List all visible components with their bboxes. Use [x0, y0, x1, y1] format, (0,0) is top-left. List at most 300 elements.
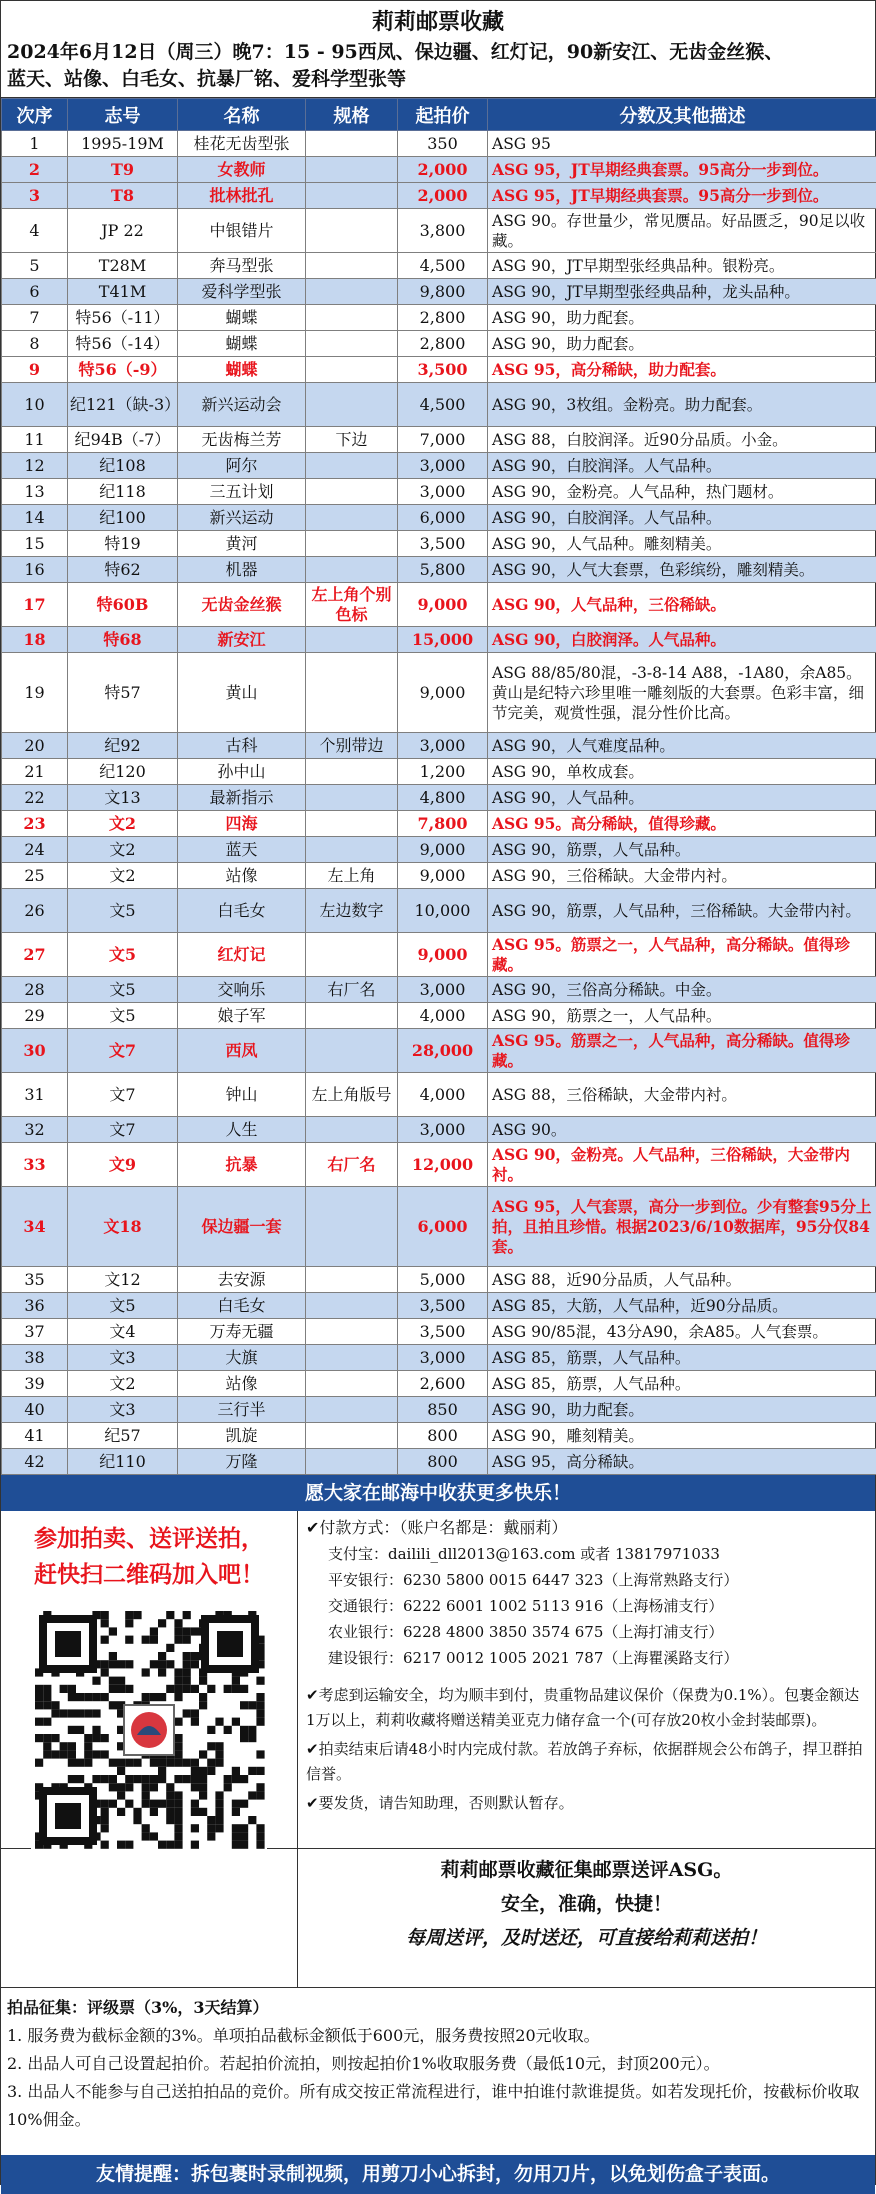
lot-price: 3,000: [398, 1345, 488, 1371]
asg-section: [1, 1849, 875, 1988]
lot-desc: ASG 90，JT早期型张经典品种。银粉亮。: [488, 253, 876, 279]
lot-name: 无齿金丝猴: [178, 583, 306, 627]
lot-desc: ASG 90，白胶润泽。人气品种。: [488, 627, 876, 653]
lot-price: 4,000: [398, 1073, 488, 1117]
lot-name: 保边疆一套: [178, 1187, 306, 1267]
lot-price: 10,000: [398, 889, 488, 933]
lot-spec: [306, 1345, 398, 1371]
table-row: [2, 889, 876, 933]
table-row: [2, 1003, 876, 1029]
lot-code: 纪57: [68, 1423, 178, 1449]
asg-line-3: 每周送评，及时送还，可直接给莉莉送拍！: [298, 1921, 875, 1955]
lot-code: 文2: [68, 863, 178, 889]
lot-code: 文3: [68, 1345, 178, 1371]
lot-code: 纪100: [68, 505, 178, 531]
lot-price: 3,000: [398, 733, 488, 759]
lot-no: 42: [2, 1449, 68, 1475]
lot-name: 大旗: [178, 1345, 306, 1371]
lot-no: 37: [2, 1319, 68, 1345]
lot-no: 24: [2, 837, 68, 863]
table-row: [2, 453, 876, 479]
lot-price: 3,500: [398, 357, 488, 383]
lot-name: 古科: [178, 733, 306, 759]
lot-code: 文18: [68, 1187, 178, 1267]
lot-price: 3,800: [398, 209, 488, 253]
lot-name: 人生: [178, 1117, 306, 1143]
lot-no: 33: [2, 1143, 68, 1187]
lot-no: 15: [2, 531, 68, 557]
lot-price: 7,800: [398, 811, 488, 837]
consignment-terms: [1, 1988, 875, 2155]
lot-desc: ASG 95: [488, 131, 876, 157]
lot-name: 爱科学型张: [178, 279, 306, 305]
lot-spec: 左上角: [306, 863, 398, 889]
lot-price: 3,000: [398, 479, 488, 505]
lot-code: 纪94B（-7）: [68, 427, 178, 453]
lot-spec: [306, 557, 398, 583]
terms-item-3: 3. 出品人不能参与自己送拍拍品的竞价。所有成交按正常流程进行，谁中拍谁付款谁提货。如若发现托价，按截标价收取10%佣金。: [7, 2078, 869, 2134]
payment-deadline-note: ✔拍卖结束后请48小时内完成付款。若放鸽子弃标，依据群规会公布鸽子，捍卫群拍信誉。: [306, 1737, 867, 1787]
lot-name: 蝴蝶: [178, 305, 306, 331]
lot-price: 2,600: [398, 1371, 488, 1397]
lot-code: 文9: [68, 1143, 178, 1187]
lot-name: 批林批孔: [178, 183, 306, 209]
lot-desc: ASG 90，筋票，人气品种。: [488, 837, 876, 863]
lot-code: 特62: [68, 557, 178, 583]
lot-desc: ASG 85，筋票，人气品种。: [488, 1345, 876, 1371]
lot-code: 文12: [68, 1267, 178, 1293]
lot-spec: [306, 383, 398, 427]
lot-spec: [306, 453, 398, 479]
lot-name: 万隆: [178, 1449, 306, 1475]
lot-desc: ASG 95，JT早期经典套票。95高分一步到位。: [488, 157, 876, 183]
table-row: [2, 157, 876, 183]
lot-desc: ASG 95，高分稀缺，助力配套。: [488, 357, 876, 383]
lot-price: 28,000: [398, 1029, 488, 1073]
lots-table: [1, 98, 876, 1475]
lot-price: 850: [398, 1397, 488, 1423]
lot-spec: [306, 1449, 398, 1475]
asg-line-1: 莉莉邮票收藏征集邮票送评ASG。: [298, 1853, 875, 1887]
lot-price: 2,800: [398, 331, 488, 357]
lot-spec: [306, 811, 398, 837]
lot-code: 特56（-9）: [68, 357, 178, 383]
lot-desc: ASG 95，JT早期经典套票。95高分一步到位。: [488, 183, 876, 209]
page-header: [1, 1, 875, 98]
lot-no: 39: [2, 1371, 68, 1397]
table-row: [2, 253, 876, 279]
table-row: [2, 531, 876, 557]
lot-no: 34: [2, 1187, 68, 1267]
lot-price: 9,000: [398, 933, 488, 977]
lot-name: 抗暴: [178, 1143, 306, 1187]
lot-spec: [306, 157, 398, 183]
lot-price: 800: [398, 1423, 488, 1449]
lot-code: 文2: [68, 837, 178, 863]
lot-spec: [306, 785, 398, 811]
lot-price: 3,000: [398, 1117, 488, 1143]
lot-code: 特68: [68, 627, 178, 653]
promo-line-2: 赶快扫二维码加入吧！: [1, 1557, 297, 1593]
lot-no: 35: [2, 1267, 68, 1293]
lot-desc: ASG 90，助力配套。: [488, 1397, 876, 1423]
lot-spec: [306, 505, 398, 531]
lot-no: 19: [2, 653, 68, 733]
lot-name: 黄河: [178, 531, 306, 557]
lot-code: T28M: [68, 253, 178, 279]
lot-spec: [306, 1117, 398, 1143]
col-header-price: 起拍价: [398, 99, 488, 131]
table-row: [2, 863, 876, 889]
lot-code: 文7: [68, 1117, 178, 1143]
table-row: [2, 933, 876, 977]
table-row: [2, 1371, 876, 1397]
col-header-no: 次序: [2, 99, 68, 131]
lot-code: JP 22: [68, 209, 178, 253]
lot-no: 32: [2, 1117, 68, 1143]
asg-info: [298, 1849, 875, 1987]
lot-price: 9,000: [398, 837, 488, 863]
lot-code: 纪110: [68, 1449, 178, 1475]
lot-name: 无齿梅兰芳: [178, 427, 306, 453]
lot-no: 14: [2, 505, 68, 531]
asg-left-blank: [1, 1849, 298, 1987]
lot-spec: [306, 183, 398, 209]
lot-no: 21: [2, 759, 68, 785]
table-row: [2, 653, 876, 733]
lot-spec: [306, 1397, 398, 1423]
lot-desc: ASG 90，人气品种，三俗稀缺。: [488, 583, 876, 627]
bank-account-bocom: 交通银行：6222 6001 1002 5113 916（上海杨浦支行）: [306, 1593, 867, 1619]
lot-name: 新安江: [178, 627, 306, 653]
lot-no: 12: [2, 453, 68, 479]
lot-no: 41: [2, 1423, 68, 1449]
table-row: [2, 305, 876, 331]
lot-code: 文2: [68, 811, 178, 837]
lot-code: 文3: [68, 1397, 178, 1423]
lot-desc: ASG 90，白胶润泽。人气品种。: [488, 453, 876, 479]
lot-no: 7: [2, 305, 68, 331]
lots-body: [2, 131, 876, 1475]
lot-name: 蝴蝶: [178, 357, 306, 383]
lot-spec: 右厂名: [306, 977, 398, 1003]
lot-code: 文7: [68, 1073, 178, 1117]
lot-name: 机器: [178, 557, 306, 583]
lot-desc: ASG 95。高分稀缺，值得珍藏。: [488, 811, 876, 837]
lot-spec: [306, 479, 398, 505]
lot-desc: ASG 90，白胶润泽。人气品种。: [488, 505, 876, 531]
page-title: 莉莉邮票收藏: [1, 1, 875, 39]
lot-price: 3,500: [398, 531, 488, 557]
auction-subtitle-1: 2024年6月12日（周三）晚7：15 - 95西凤、保边疆、红灯记，90新安江、无齿金丝猴、: [1, 39, 875, 66]
lot-spec: [306, 1187, 398, 1267]
lot-no: 10: [2, 383, 68, 427]
lot-no: 6: [2, 279, 68, 305]
lot-price: 3,000: [398, 977, 488, 1003]
footer-reminder: 友情提醒：拆包裹时录制视频，用剪刀小心拆封，勿用刀片，以免划伤盒子表面。: [1, 2155, 875, 2194]
lot-price: 5,000: [398, 1267, 488, 1293]
lot-name: 新兴运动会: [178, 383, 306, 427]
lot-spec: [306, 933, 398, 977]
lot-desc: ASG 90，助力配套。: [488, 331, 876, 357]
table-row: [2, 357, 876, 383]
table-row: [2, 1187, 876, 1267]
lot-spec: [306, 1319, 398, 1345]
payment-info: [298, 1511, 875, 1848]
lot-spec: 个别带边: [306, 733, 398, 759]
lot-name: 新兴运动: [178, 505, 306, 531]
table-row: [2, 977, 876, 1003]
lot-desc: ASG 90，JT早期型张经典品种，龙头品种。: [488, 279, 876, 305]
lot-spec: [306, 331, 398, 357]
lot-code: 文5: [68, 1003, 178, 1029]
lot-code: 文5: [68, 977, 178, 1003]
table-header-row: [2, 99, 876, 131]
table-row: [2, 785, 876, 811]
lot-code: 文5: [68, 933, 178, 977]
lot-desc: ASG 90，人气大套票，色彩缤纷，雕刻精美。: [488, 557, 876, 583]
lot-price: 350: [398, 131, 488, 157]
lot-price: 9,000: [398, 653, 488, 733]
terms-item-2: 2. 出品人可自己设置起拍价。若起拍价流拍，则按起拍价1%收取服务费（最低10元，封顶200元）。: [7, 2050, 869, 2078]
col-header-code: 志号: [68, 99, 178, 131]
table-row: [2, 759, 876, 785]
lot-code: 纪108: [68, 453, 178, 479]
asg-line-2: 安全，准确，快捷！: [298, 1887, 875, 1921]
lot-name: 黄山: [178, 653, 306, 733]
lot-price: 12,000: [398, 1143, 488, 1187]
lot-price: 4,500: [398, 253, 488, 279]
table-row: [2, 627, 876, 653]
table-row: [2, 557, 876, 583]
col-header-name: 名称: [178, 99, 306, 131]
lot-desc: ASG 90，筋票，人气品种，三俗稀缺。大金带内衬。: [488, 889, 876, 933]
table-row: [2, 1029, 876, 1073]
lot-name: 万寿无疆: [178, 1319, 306, 1345]
lot-name: 娘子军: [178, 1003, 306, 1029]
lot-name: 中银错片: [178, 209, 306, 253]
table-row: [2, 1143, 876, 1187]
lot-desc: ASG 90，助力配套。: [488, 305, 876, 331]
lot-desc: ASG 95。筋票之一，人气品种，高分稀缺。值得珍藏。: [488, 1029, 876, 1073]
delivery-note: ✔要发货，请告知助理，否则默认暂存。: [306, 1791, 867, 1816]
lot-desc: ASG 95，人气套票，高分一步到位。少有整套95分上拍，且拍且珍惜。根据2023/6/10数据库，95分仅84套。: [488, 1187, 876, 1267]
lot-price: 4,800: [398, 785, 488, 811]
lot-code: 纪118: [68, 479, 178, 505]
lot-no: 16: [2, 557, 68, 583]
lot-price: 800: [398, 1449, 488, 1475]
lot-spec: [306, 759, 398, 785]
lot-no: 1: [2, 131, 68, 157]
lot-code: 1995-19M: [68, 131, 178, 157]
bank-account-abc: 农业银行：6228 4800 3850 3574 675（上海打浦支行）: [306, 1619, 867, 1645]
lot-no: 38: [2, 1345, 68, 1371]
lot-no: 13: [2, 479, 68, 505]
lot-name: 蓝天: [178, 837, 306, 863]
lot-name: 交响乐: [178, 977, 306, 1003]
lot-name: 站像: [178, 1371, 306, 1397]
payment-title: ✔付款方式：（账户名都是：戴丽莉）: [306, 1515, 867, 1541]
lot-no: 8: [2, 331, 68, 357]
lot-desc: ASG 90。存世量少，常见赝品。好品匮乏，90足以收藏。: [488, 209, 876, 253]
lot-name: 孙中山: [178, 759, 306, 785]
lot-spec: [306, 627, 398, 653]
lot-price: 3,500: [398, 1293, 488, 1319]
table-row: [2, 1073, 876, 1117]
lot-spec: [306, 653, 398, 733]
lot-code: 特56（-14）: [68, 331, 178, 357]
shipping-note: ✔考虑到运输安全，均为顺丰到付，贵重物品建议保价（保费为0.1%）。包裹金额达1万以上，莉莉收藏将赠送精美亚克力储存盒一个(可存放20枚小金封装邮票)。: [306, 1683, 867, 1733]
lot-code: T41M: [68, 279, 178, 305]
lot-desc: ASG 90，筋票之一，人气品种。: [488, 1003, 876, 1029]
lot-spec: [306, 1293, 398, 1319]
terms-title: 拍品征集：评级票（3%，3天结算）: [7, 1994, 869, 2022]
lot-spec: [306, 837, 398, 863]
lot-desc: ASG 90，人气品种。: [488, 785, 876, 811]
terms-item-1: 1. 服务费为截标金额的3%。单项拍品截标金额低于600元，服务费按照20元收取。: [7, 2022, 869, 2050]
lot-desc: ASG 85，大筋，人气品种，近90分品质。: [488, 1293, 876, 1319]
lot-name: 红灯记: [178, 933, 306, 977]
lot-name: 三行半: [178, 1397, 306, 1423]
lot-code: 特57: [68, 653, 178, 733]
table-row: [2, 1345, 876, 1371]
lot-spec: [306, 279, 398, 305]
lot-price: 3,500: [398, 1319, 488, 1345]
lot-code: 文13: [68, 785, 178, 811]
lot-desc: ASG 90，3枚组。金粉亮。助力配套。: [488, 383, 876, 427]
table-row: [2, 427, 876, 453]
lot-spec: 左上角个别色标: [306, 583, 398, 627]
lot-no: 40: [2, 1397, 68, 1423]
payment-section: [1, 1511, 875, 1849]
lot-no: 22: [2, 785, 68, 811]
lot-code: 文7: [68, 1029, 178, 1073]
lot-no: 25: [2, 863, 68, 889]
lot-name: 最新指示: [178, 785, 306, 811]
table-row: [2, 183, 876, 209]
lot-name: 女教师: [178, 157, 306, 183]
lot-price: 3,000: [398, 453, 488, 479]
lot-name: 蝴蝶: [178, 331, 306, 357]
lot-desc: ASG 88，白胶润泽。近90分品质。小金。: [488, 427, 876, 453]
lot-no: 2: [2, 157, 68, 183]
wish-banner: 愿大家在邮海中收获更多快乐！: [1, 1475, 875, 1511]
lot-name: 凯旋: [178, 1423, 306, 1449]
lot-code: T8: [68, 183, 178, 209]
lot-code: 特19: [68, 531, 178, 557]
lot-code: T9: [68, 157, 178, 183]
table-row: [2, 837, 876, 863]
table-row: [2, 331, 876, 357]
lot-no: 9: [2, 357, 68, 383]
table-row: [2, 1319, 876, 1345]
table-row: [2, 1293, 876, 1319]
lot-code: 特60B: [68, 583, 178, 627]
lot-code: 纪121（缺-3）: [68, 383, 178, 427]
lot-code: 文5: [68, 1293, 178, 1319]
lot-code: 纪92: [68, 733, 178, 759]
table-row: [2, 209, 876, 253]
lot-spec: [306, 209, 398, 253]
lot-price: 2,800: [398, 305, 488, 331]
lot-desc: ASG 90/85混，43分A90，余A85。人气套票。: [488, 1319, 876, 1345]
lot-spec: [306, 357, 398, 383]
table-row: [2, 505, 876, 531]
lot-desc: ASG 90，人气难度品种。: [488, 733, 876, 759]
lot-price: 15,000: [398, 627, 488, 653]
lot-spec: 左边数字: [306, 889, 398, 933]
promo-panel: [1, 1511, 298, 1848]
lot-desc: ASG 85，筋票，人气品种。: [488, 1371, 876, 1397]
col-header-spec: 规格: [306, 99, 398, 131]
table-row: [2, 1397, 876, 1423]
lot-spec: 右厂名: [306, 1143, 398, 1187]
bank-account-pingan: 平安银行：6230 5800 0015 6447 323（上海常熟路支行）: [306, 1567, 867, 1593]
table-row: [2, 1449, 876, 1475]
lot-name: 去安源: [178, 1267, 306, 1293]
lot-spec: [306, 1371, 398, 1397]
lot-desc: ASG 90。: [488, 1117, 876, 1143]
lot-no: 26: [2, 889, 68, 933]
lot-spec: [306, 131, 398, 157]
lot-no: 3: [2, 183, 68, 209]
lot-price: 4,500: [398, 383, 488, 427]
lot-no: 30: [2, 1029, 68, 1073]
table-row: [2, 1423, 876, 1449]
lot-desc: ASG 95。筋票之一，人气品种，高分稀缺。值得珍藏。: [488, 933, 876, 977]
lot-name: 钟山: [178, 1073, 306, 1117]
lot-code: 文5: [68, 889, 178, 933]
lot-price: 4,000: [398, 1003, 488, 1029]
lot-price: 7,000: [398, 427, 488, 453]
lot-price: 5,800: [398, 557, 488, 583]
lot-no: 23: [2, 811, 68, 837]
lot-name: 阿尔: [178, 453, 306, 479]
lot-name: 桂花无齿型张: [178, 131, 306, 157]
lot-spec: [306, 1029, 398, 1073]
lot-spec: [306, 253, 398, 279]
lot-desc: ASG 90，单枚成套。: [488, 759, 876, 785]
lot-spec: [306, 1423, 398, 1449]
lot-code: 特56（-11）: [68, 305, 178, 331]
lot-desc: ASG 88，三俗稀缺，大金带内衬。: [488, 1073, 876, 1117]
lot-no: 11: [2, 427, 68, 453]
lot-no: 31: [2, 1073, 68, 1117]
table-row: [2, 1117, 876, 1143]
lot-name: 白毛女: [178, 1293, 306, 1319]
lot-spec: [306, 305, 398, 331]
table-row: [2, 383, 876, 427]
lot-no: 29: [2, 1003, 68, 1029]
lot-spec: [306, 1003, 398, 1029]
lot-no: 27: [2, 933, 68, 977]
lot-price: 1,200: [398, 759, 488, 785]
lot-price: 2,000: [398, 183, 488, 209]
lot-price: 2,000: [398, 157, 488, 183]
lot-price: 6,000: [398, 505, 488, 531]
table-row: [2, 479, 876, 505]
lot-name: 白毛女: [178, 889, 306, 933]
lot-spec: [306, 1267, 398, 1293]
lot-no: 36: [2, 1293, 68, 1319]
qr-code-icon[interactable]: [31, 1607, 267, 1853]
table-row: [2, 583, 876, 627]
bank-account-ccb: 建设银行：6217 0012 1005 2021 787（上海瞿溪路支行）: [306, 1645, 867, 1671]
table-row: [2, 131, 876, 157]
lot-name: 站像: [178, 863, 306, 889]
lot-no: 17: [2, 583, 68, 627]
table-row: [2, 279, 876, 305]
